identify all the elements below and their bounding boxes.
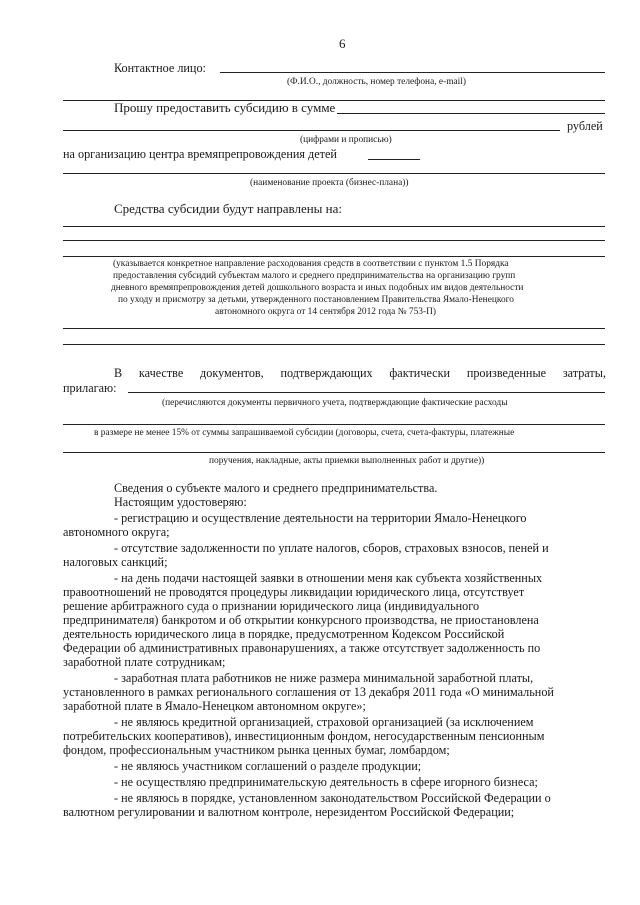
funds-direction-text: Средства субсидии будут направлены на: — [114, 201, 343, 216]
documents-hint-2: в размере не менее 15% от суммы запрашиваемой субсидии (договоры, счета, счета-фактуры, платежные — [94, 428, 515, 438]
documents-field-line-2 — [63, 424, 605, 425]
subsidy-request-text: Прошу предоставить субсидию в сумме — [114, 100, 336, 115]
list-item-line: - не являюсь кредитной организацией, страховой организацией (за исключением — [114, 715, 534, 729]
project-field-line — [63, 173, 605, 174]
list-item-line: Федерации об административных правонарушениях, а также отсутствует задолженность по — [63, 641, 541, 655]
project-hint: (наименование проекта (бизнес-плана)) — [250, 178, 409, 188]
amount-hint: (цифрами и прописью) — [300, 135, 392, 145]
list-item-line: правоотношений не проводятся процедуры ликвидации юридического лица, отсутствует — [63, 585, 525, 599]
documents-field-line — [128, 392, 605, 393]
list-item-line: - регистрацию и осуществление деятельности на территории Ямало-Ненецкого — [114, 511, 527, 525]
direction-line-3 — [63, 256, 605, 257]
list-item-line: - не являюсь в порядке, установленном законодательством Российской Федерации о — [114, 791, 551, 805]
list-item-line: - заработная плата работников не ниже размера минимальной заработной платы, — [114, 671, 534, 685]
contact-label: Контактное лицо: — [114, 61, 206, 75]
documents-text-line: В качестве документов, подтверждающих фактически произведенные затраты, — [114, 366, 606, 380]
contact-hint: (Ф.И.О., должность, номер телефона, e-mail) — [287, 77, 466, 87]
attach-label: прилагаю: — [63, 381, 117, 395]
subject-info-heading: Сведения о субъекте малого и среднего предпринимательства. — [114, 481, 438, 495]
list-item-line: потребительских кооперативов), инвестиционным фондом, негосударственным пенсионным — [63, 729, 545, 743]
direction-hint-line: по уходу и присмотру за детьми, утвержденного постановлением Правительства Ямало-Ненецкого — [118, 295, 514, 305]
page-number: 6 — [339, 36, 346, 51]
purpose-text: на организацию центра времяпрепровождения детей — [63, 147, 337, 161]
amount-field-line — [337, 113, 605, 114]
direction-line-1 — [63, 226, 605, 227]
certify-text: Настоящим удостоверяю: — [114, 495, 247, 509]
direction-hint-line: автономного округа от 14 сентября 2012 года № 753-П) — [215, 307, 437, 317]
list-item-line: установленного в рамках регионального соглашения от 13 декабря 2011 года «О минимальной — [63, 685, 554, 699]
direction-hint-line: (указывается конкретное направление расходования средств в соответствии с пунктом 1.5 Порядка — [113, 259, 509, 269]
documents-field-line-3 — [63, 452, 605, 453]
list-item-line: деятельность юридического лица в порядке, предусмотренном Кодексом Российской — [63, 627, 505, 641]
list-item-line: - на день подачи настоящей заявки в отношении меня как субъекта хозяйственных — [114, 571, 543, 585]
contact-field-line — [220, 72, 605, 73]
direction-hint-line: дневного времяпрепровождения детей дошкольного возраста и иных подобных им видов деятельности — [111, 283, 524, 293]
direction-hint-line: предоставления субсидий субъектам малого и среднего предпринимательства на организацию групп — [113, 271, 516, 281]
list-item-line: предпринимателя) банкротом и об открытии конкурсного производства, не приостановлена — [63, 613, 539, 627]
list-item-line: заработной плате сотрудникам; — [63, 655, 226, 669]
amount-field-line-2 — [63, 130, 560, 131]
direction-line-2 — [63, 240, 605, 241]
direction-line-4 — [63, 328, 605, 329]
list-item-line: заработной плате в Ямало-Ненецком автономном округе»; — [63, 699, 366, 713]
direction-line-5 — [63, 344, 605, 345]
list-item-line: решение арбитражного суда о признании юридического лица (индивидуального — [63, 599, 480, 613]
list-item-line: - не являюсь участником соглашений о разделе продукции; — [114, 759, 422, 773]
list-item-line: фондом, профессиональным участником рынка ценных бумаг, ломбардом; — [63, 743, 450, 757]
list-item-line: налоговых санкций; — [63, 555, 168, 569]
list-item-line: - не осуществляю предпринимательскую деятельность в сфере игорного бизнеса; — [114, 775, 538, 789]
list-item-line: автономного округа; — [63, 525, 170, 539]
purpose-field-line — [368, 159, 420, 160]
documents-hint-1: (перечисляются документы первичного учета, подтверждающие фактические расходы — [162, 398, 508, 408]
documents-hint-3: поручения, накладные, акты приемки выполненных работ и другие)) — [209, 456, 485, 466]
list-item-line: валютном регулировании и валютном контроле, нерезидентом Российской Федерации; — [63, 805, 515, 819]
list-item-line: - отсутствие задолженности по уплате налогов, сборов, страховых взносов, пеней и — [114, 541, 549, 555]
currency-label: рублей — [567, 119, 603, 133]
